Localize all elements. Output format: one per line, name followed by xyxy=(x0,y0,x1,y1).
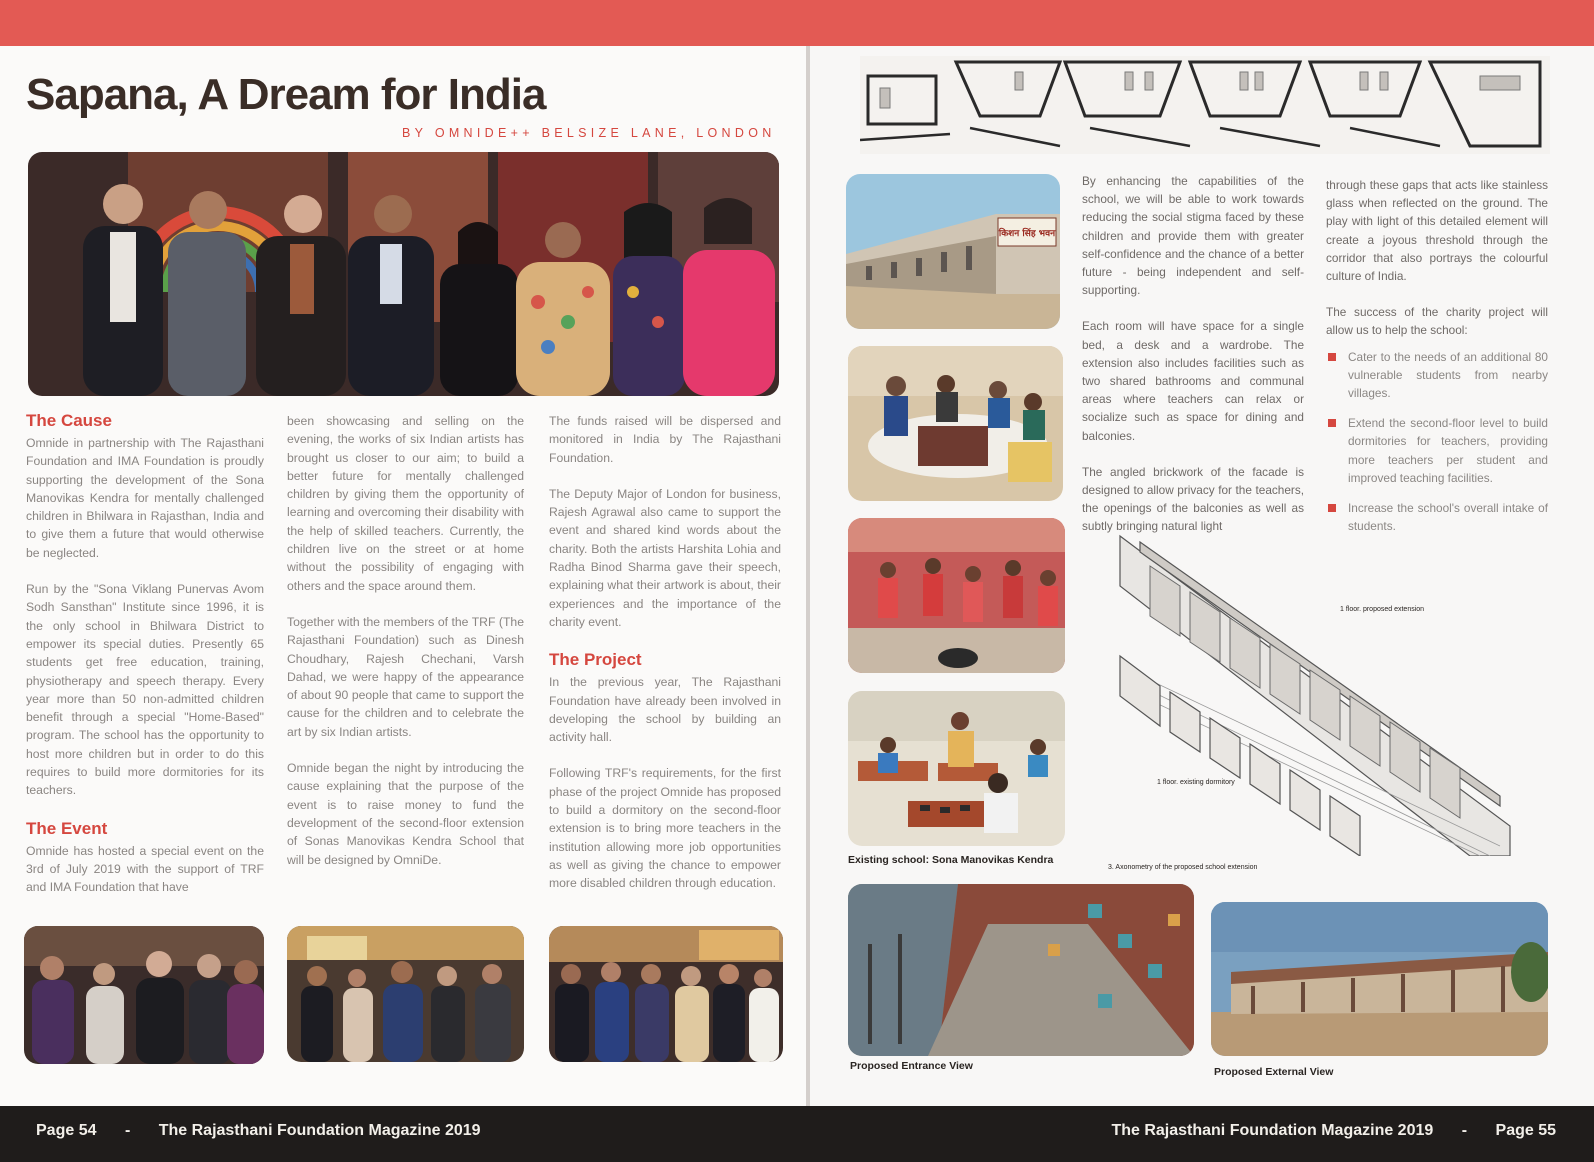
page-number-left: Page 54 xyxy=(36,1122,97,1139)
event-paragraph-4: Omnide began the night by introducing the cause explaining that the purpose of the event is to raise money to fund the development of the second-floor extension of Sonas Manovikas Kendra School that will be designed by OmniDe. xyxy=(287,761,524,867)
entrance-caption: Proposed Entrance View xyxy=(850,1060,973,1072)
project-paragraph-1: In the previous year, The Rajasthani Foundation have already been involved in developing the school by building an activity hall. xyxy=(549,675,781,745)
page-54 xyxy=(0,46,806,1106)
existing-school-photo-1 xyxy=(846,174,1060,329)
charity-goals-list xyxy=(1326,348,1548,536)
goal-list-item: Increase the school's overall intake of students. xyxy=(1326,499,1548,535)
footer-bar xyxy=(0,1106,1594,1162)
external-caption: Proposed External View xyxy=(1214,1066,1334,1078)
event-paragraph-5: The funds raised will be dispersed and monitored in India by The Rajasthani Foundation. xyxy=(549,414,781,465)
goal-list-item: Extend the second-floor level to build dormitories for teachers, providing more teachers per student and improved teaching facilities. xyxy=(1326,414,1548,487)
cause-paragraph-2: Run by the "Sona Viklang Punervas Avom Sodh Sansthan" Institute since 1996, it is the only school in Bhilwara District to empower its special duties. Presently 65 students get free education, training, physiotherapy and speech therapy. Every year more than 50 non-admitted children benefit through a special "Home-Based" program. The school has the opportunity to host more children but in order to do this requires to build more dormitories for its teachers. xyxy=(26,582,264,798)
event-photo-3 xyxy=(549,926,783,1062)
event-paragraph-2: been showcasing and selling on the evening, the works of six Indian artists has brought us closer to our aim; to build a better future for mentally challenged children by giving them the opportunity of learning and overcoming their disability with the help of skilled teachers. Currently, the children live on the street or at home without the possibility of engaging with others and the space around them. xyxy=(287,414,524,593)
project-paragraph-6: through these gaps that acts like stainless glass when reflected on the ground. The play with light of this detailed element will create a joyous threshold through the corridor that also portrays the colourful culture of India. xyxy=(1326,178,1548,284)
existing-school-photo-2 xyxy=(848,346,1063,501)
column-1 xyxy=(26,410,264,915)
cause-paragraph-1: Omnide in partnership with The Rajasthani Foundation and IMA Foundation is proudly supporting the development of the Sona Manovikas Kendra for mentally challenged children in Bhilwara in Rajasthan, India and to give them a future that would otherwise be neglected. xyxy=(26,436,264,560)
magazine-name-right: The Rajasthani Foundation Magazine 2019 xyxy=(1111,1122,1434,1139)
proposed-external-photo xyxy=(1211,902,1548,1056)
event-photo-2 xyxy=(287,926,524,1062)
top-color-band xyxy=(0,0,1594,46)
project-paragraph-2: Following TRF's requirements, for the first phase of the project Omnide has proposed to build a dormitory on the second-floor extension is to bring more teachers in the institution allowing more job opportunities as well as giving the chance to empower more disabled children through education. xyxy=(549,766,781,891)
bullet-square-icon xyxy=(1328,419,1336,427)
article-title: Sapana, A Dream for India xyxy=(26,70,546,119)
right-column-2 xyxy=(1326,176,1548,547)
magazine-name-left: The Rajasthani Foundation Magazine 2019 xyxy=(158,1122,481,1139)
existing-school-photo-3 xyxy=(848,518,1065,673)
school-sign-text: किशन सिंह भवन xyxy=(998,229,1056,239)
project-paragraph-4: Each room will have space for a single bed, a desk and a wardrobe. The extension also includes facilities such as two shared bathrooms and communal areas where teachers can relax or socialize such as space for dining and balconies. xyxy=(1082,319,1304,443)
column-3 xyxy=(549,412,781,911)
goal-list-item: Cater to the needs of an additional 80 vulnerable students from nearby villages. xyxy=(1326,348,1548,403)
event-photo-1 xyxy=(24,926,264,1064)
cause-heading: The Cause xyxy=(26,411,112,430)
right-column-1 xyxy=(1082,172,1304,554)
existing-school-caption: Existing school: Sona Manovikas Kendra xyxy=(848,854,1054,866)
footer-right xyxy=(1111,1122,1556,1140)
bullet-square-icon xyxy=(1328,504,1336,512)
event-paragraph-6: The Deputy Major of London for business, Rajesh Agrawal also came to support the event and shared kind words about the charity. Both the artists Harshita Lohia and Radha Binod Sharma gave their speech, explaining what their artwork is about, their experiences and the importance of the charity event. xyxy=(549,486,781,629)
bullet-square-icon xyxy=(1328,353,1336,361)
group-photo xyxy=(28,152,779,396)
event-heading: The Event xyxy=(26,818,108,838)
event-paragraph-3: Together with the members of the TRF (The Rajasthani Foundation) such as Dinesh Choudhary, Rajesh Chechani, Varsh Dahad, we were happy of the appearance of about 90 people that came to support the cause for the children and to celebrate the art by six Indian artists. xyxy=(287,614,524,739)
proposed-extension-label: 1 floor. proposed extension xyxy=(1340,606,1425,613)
footer-separator-right: - xyxy=(1461,1122,1468,1139)
page-number-right: Page 55 xyxy=(1495,1122,1556,1139)
axonometry-drawing xyxy=(1100,526,1520,856)
axonometry-caption: 3. Axonometry of the proposed school extension xyxy=(1108,864,1258,871)
floor-plan-drawing xyxy=(860,56,1550,154)
footer-separator-left: - xyxy=(124,1122,131,1139)
page-55 xyxy=(810,46,1594,1106)
existing-school-photo-4 xyxy=(848,691,1065,846)
project-paragraph-7: The success of the charity project will allow us to help the school: xyxy=(1326,305,1548,338)
project-paragraph-3: By enhancing the capabilities of the school, we will be able to work towards reducing the social stigma faced by these children and provide them with greater self-confidence and the chance of a better future - being independent and self-supporting. xyxy=(1082,174,1304,298)
project-heading: The Project xyxy=(549,650,642,670)
column-2 xyxy=(287,412,524,887)
event-paragraph-1: Omnide has hosted a special event on the 3rd of July 2019 with the support of TRF and IMA Foundation that have xyxy=(26,843,264,895)
article-byline: BY OMNIDE++ BELSIZE LANE, LONDON xyxy=(402,126,776,140)
project-paragraph-5: The angled brickwork of the facade is designed to allow privacy for the teachers, the openings of the balconies as well as subtly bringing natural light xyxy=(1082,464,1304,534)
footer-left xyxy=(36,1122,481,1140)
proposed-entrance-photo xyxy=(848,884,1194,1056)
existing-dormitory-label: 1 floor. existing dormitory xyxy=(1157,779,1235,786)
